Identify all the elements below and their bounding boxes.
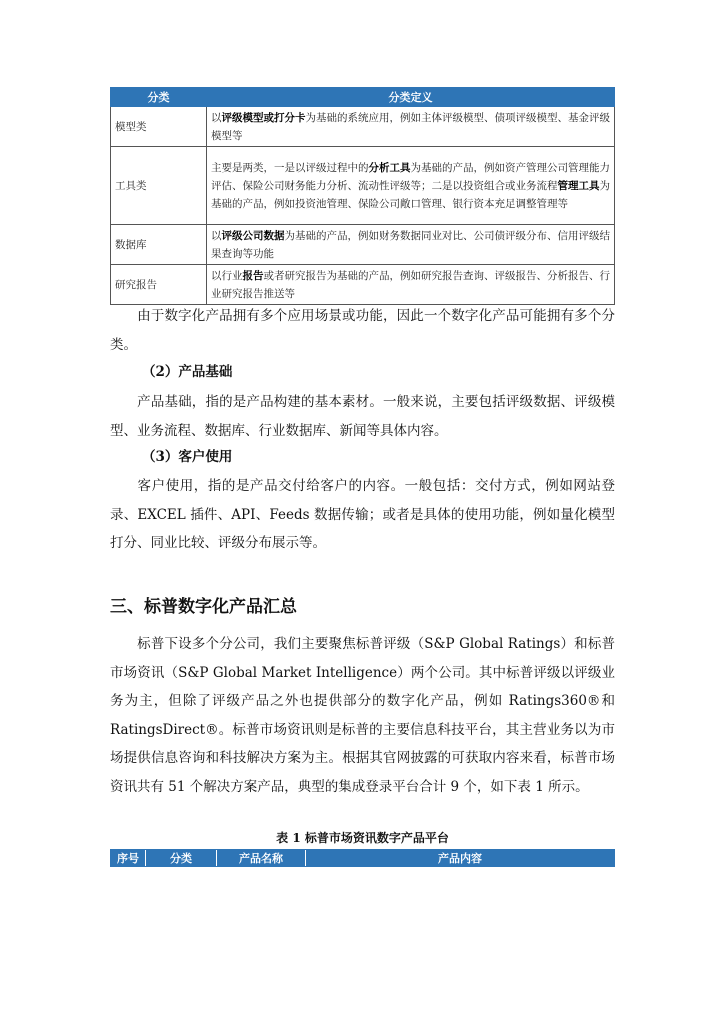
subheading-customer-use: （3）客户使用 [142,449,233,465]
table1-header-product-name: 产品名称 [217,850,306,866]
row-definition: 以行业报告或者研究报告为基础的产品，例如研究报告查询、评级报告、分析报告、行业研究报告推送等 [207,265,615,305]
subheading-product-basis: （2）产品基础 [142,364,233,380]
row-category: 模型类 [111,107,207,147]
table1-header-category: 分类 [146,850,217,866]
table-row [111,107,615,147]
table1-header-index: 序号 [111,850,146,866]
section-title: 三、标普数字化产品汇总 [110,597,297,617]
table-row [111,265,615,305]
table1-header-product-content: 产品内容 [438,852,482,865]
row-definition: 以评级模型或打分卡为基础的系统应用，例如主体评级模型、债项评级模型、基金评级模型等 [207,107,615,147]
table-row [111,225,615,265]
paragraph-product-basis: 产品基础，指的是产品构建的基本素材。一般来说，主要包括评级数据、评级模型、业务流程、数据库、行业数据库、新闻等具体内容。 [110,394,615,439]
header-definition: 分类定义 [207,88,615,107]
row-definition: 主要是两类，一是以评级过程中的分析工具为基础的产品，例如资产管理公司管理能力评估、保险公司财务能力分析、流动性评级等；二是以投资组合或业务流程管理工具为基础的产品，例如投资池管理、保险公司敞口管理、银行资本充足调整管理等 [207,147,615,225]
row-category: 研究报告 [111,265,207,305]
row-category: 工具类 [111,147,207,225]
row-category: 数据库 [111,225,207,265]
table1-caption: 表 1 标普市场资讯数字产品平台 [276,831,449,845]
paragraph-sp-overview: 标普下设多个分公司，我们主要聚焦标普评级（S&P Global Ratings）和标普市场资讯（S&P Global Market Intelligence）两个公司。其中标普评级以评级业务为主，但除了评级产品之外也提供部分的数字化产品，例如 Ratings360®和RatingsDirect®。标普市场资讯则是标普的主要信息科技平台，其主营业务以为市场提供信息咨询和科技解决方案为主。根据其官网披露的可获取内容来看，标普市场资讯共有 51 个解决方案产品，典型的集成登录平台合计 9 个，如下表 1 所示。 [110,636,615,795]
classification-table [110,87,615,305]
table-row [111,147,615,225]
table1-header [110,849,615,867]
paragraph-multi-category: 由于数字化产品拥有多个应用场景或功能，因此一个数字化产品可能拥有多个分类。 [110,308,615,353]
classification-table-header [111,88,615,107]
row-definition: 以评级公司数据为基础的产品，例如财务数据同业对比、公司债评级分布、信用评级结果查询等功能 [207,225,615,265]
paragraph-customer-use: 客户使用，指的是产品交付给客户的内容。一般包括：交付方式，例如网站登录、EXCEL 插件、API、Feeds 数据传输；或者是具体的使用功能，例如量化模型打分、同业比较、评级分布展示等。 [110,478,615,551]
header-category: 分类 [111,88,207,107]
